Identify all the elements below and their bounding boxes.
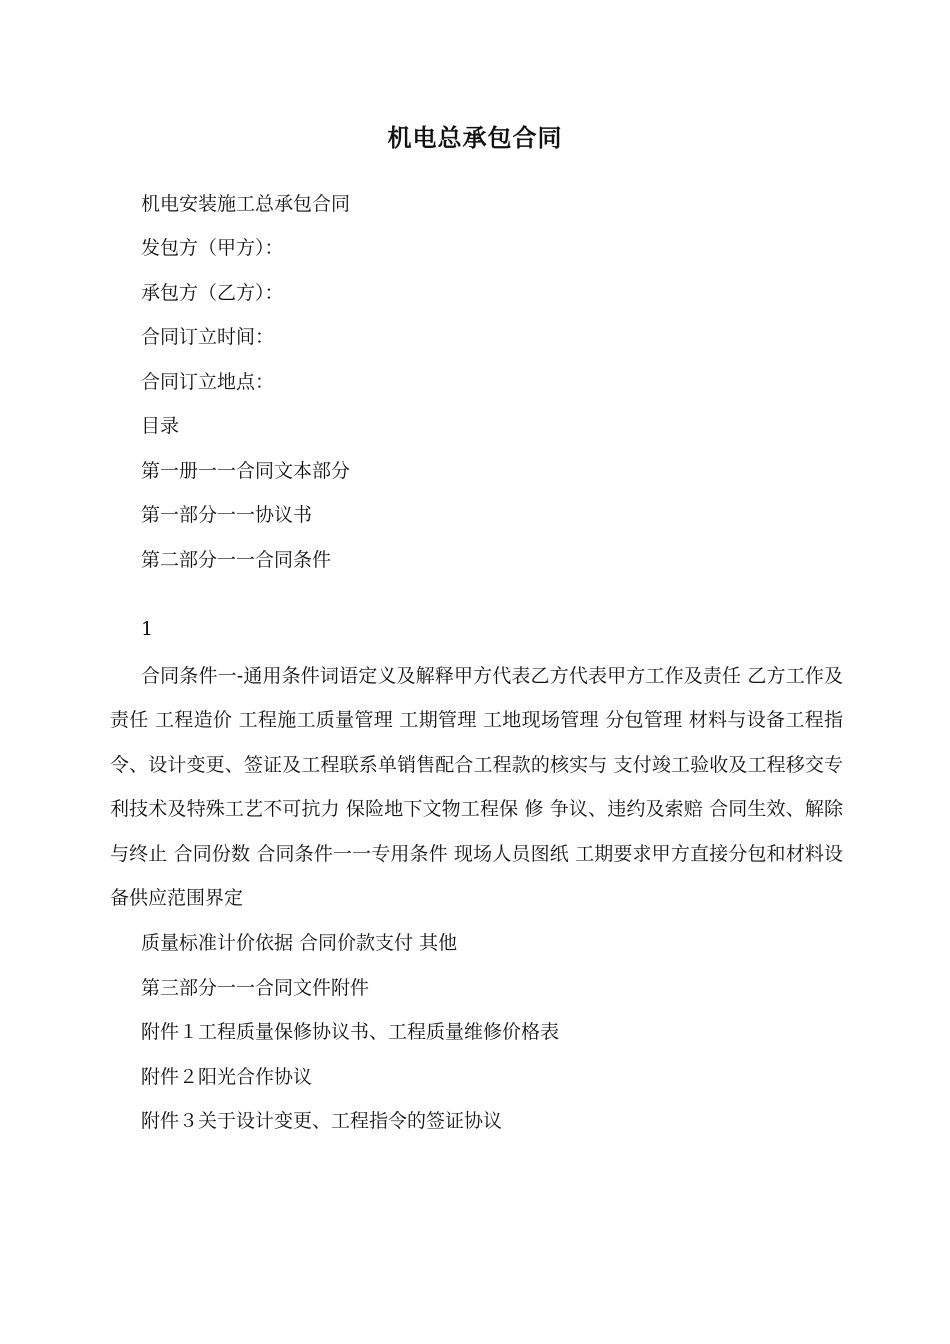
attachment-3: 附件３关于设计变更、工程指令的签证协议 — [141, 1110, 503, 1132]
contract-place-line: 合同订立地点： — [141, 371, 275, 393]
party-b-line: 承包方（乙方）： — [141, 282, 284, 304]
toc-part-2: 第二部分一一合同条件 — [141, 549, 332, 571]
toc-part-3: 第三部分一一合同文件附件 — [141, 977, 370, 999]
party-a-line: 发包方（甲方）： — [141, 237, 284, 259]
document-title: 机电总承包合同 — [387, 123, 563, 152]
attachment-2: 附件２阳光合作协议 — [141, 1066, 313, 1088]
toc-volume-1: 第一册一一合同文本部分 — [141, 460, 351, 482]
subtitle-line: 机电安装施工总承包合同 — [141, 193, 351, 215]
toc-part-1: 第一部分一一协议书 — [141, 504, 313, 526]
contract-date-line: 合同订立时间： — [141, 326, 275, 348]
toc-conditions-continued: 质量标准计价依据 合同价款支付 其他 — [141, 932, 458, 954]
toc-heading: 目录 — [141, 415, 180, 437]
attachment-1: 附件１工程质量保修协议书、工程质量维修价格表 — [141, 1021, 560, 1043]
conditions-paragraph: 合同条件一-通用条件词语定义及解释甲方代表乙方代表甲方工作及责任 乙方工作及责任 工程造价 工程施工质量管理 工期管理 工地现场管理 分包管理 材料与设备工程指令、设计变更、签证及工程联系单销售配合工程款的核实与 支付竣工验收及工程移交专利技术及特殊工艺不可抗力 保险地下文物工程保 修 争议、违约及索赔 合同生效、解除与终止 合同份数 合同条件一一专用条件 现场人员图纸 工期要求甲方直接分包和材料设备供应范围界定 — [110, 665, 843, 910]
page-marker: 1 — [141, 618, 154, 640]
